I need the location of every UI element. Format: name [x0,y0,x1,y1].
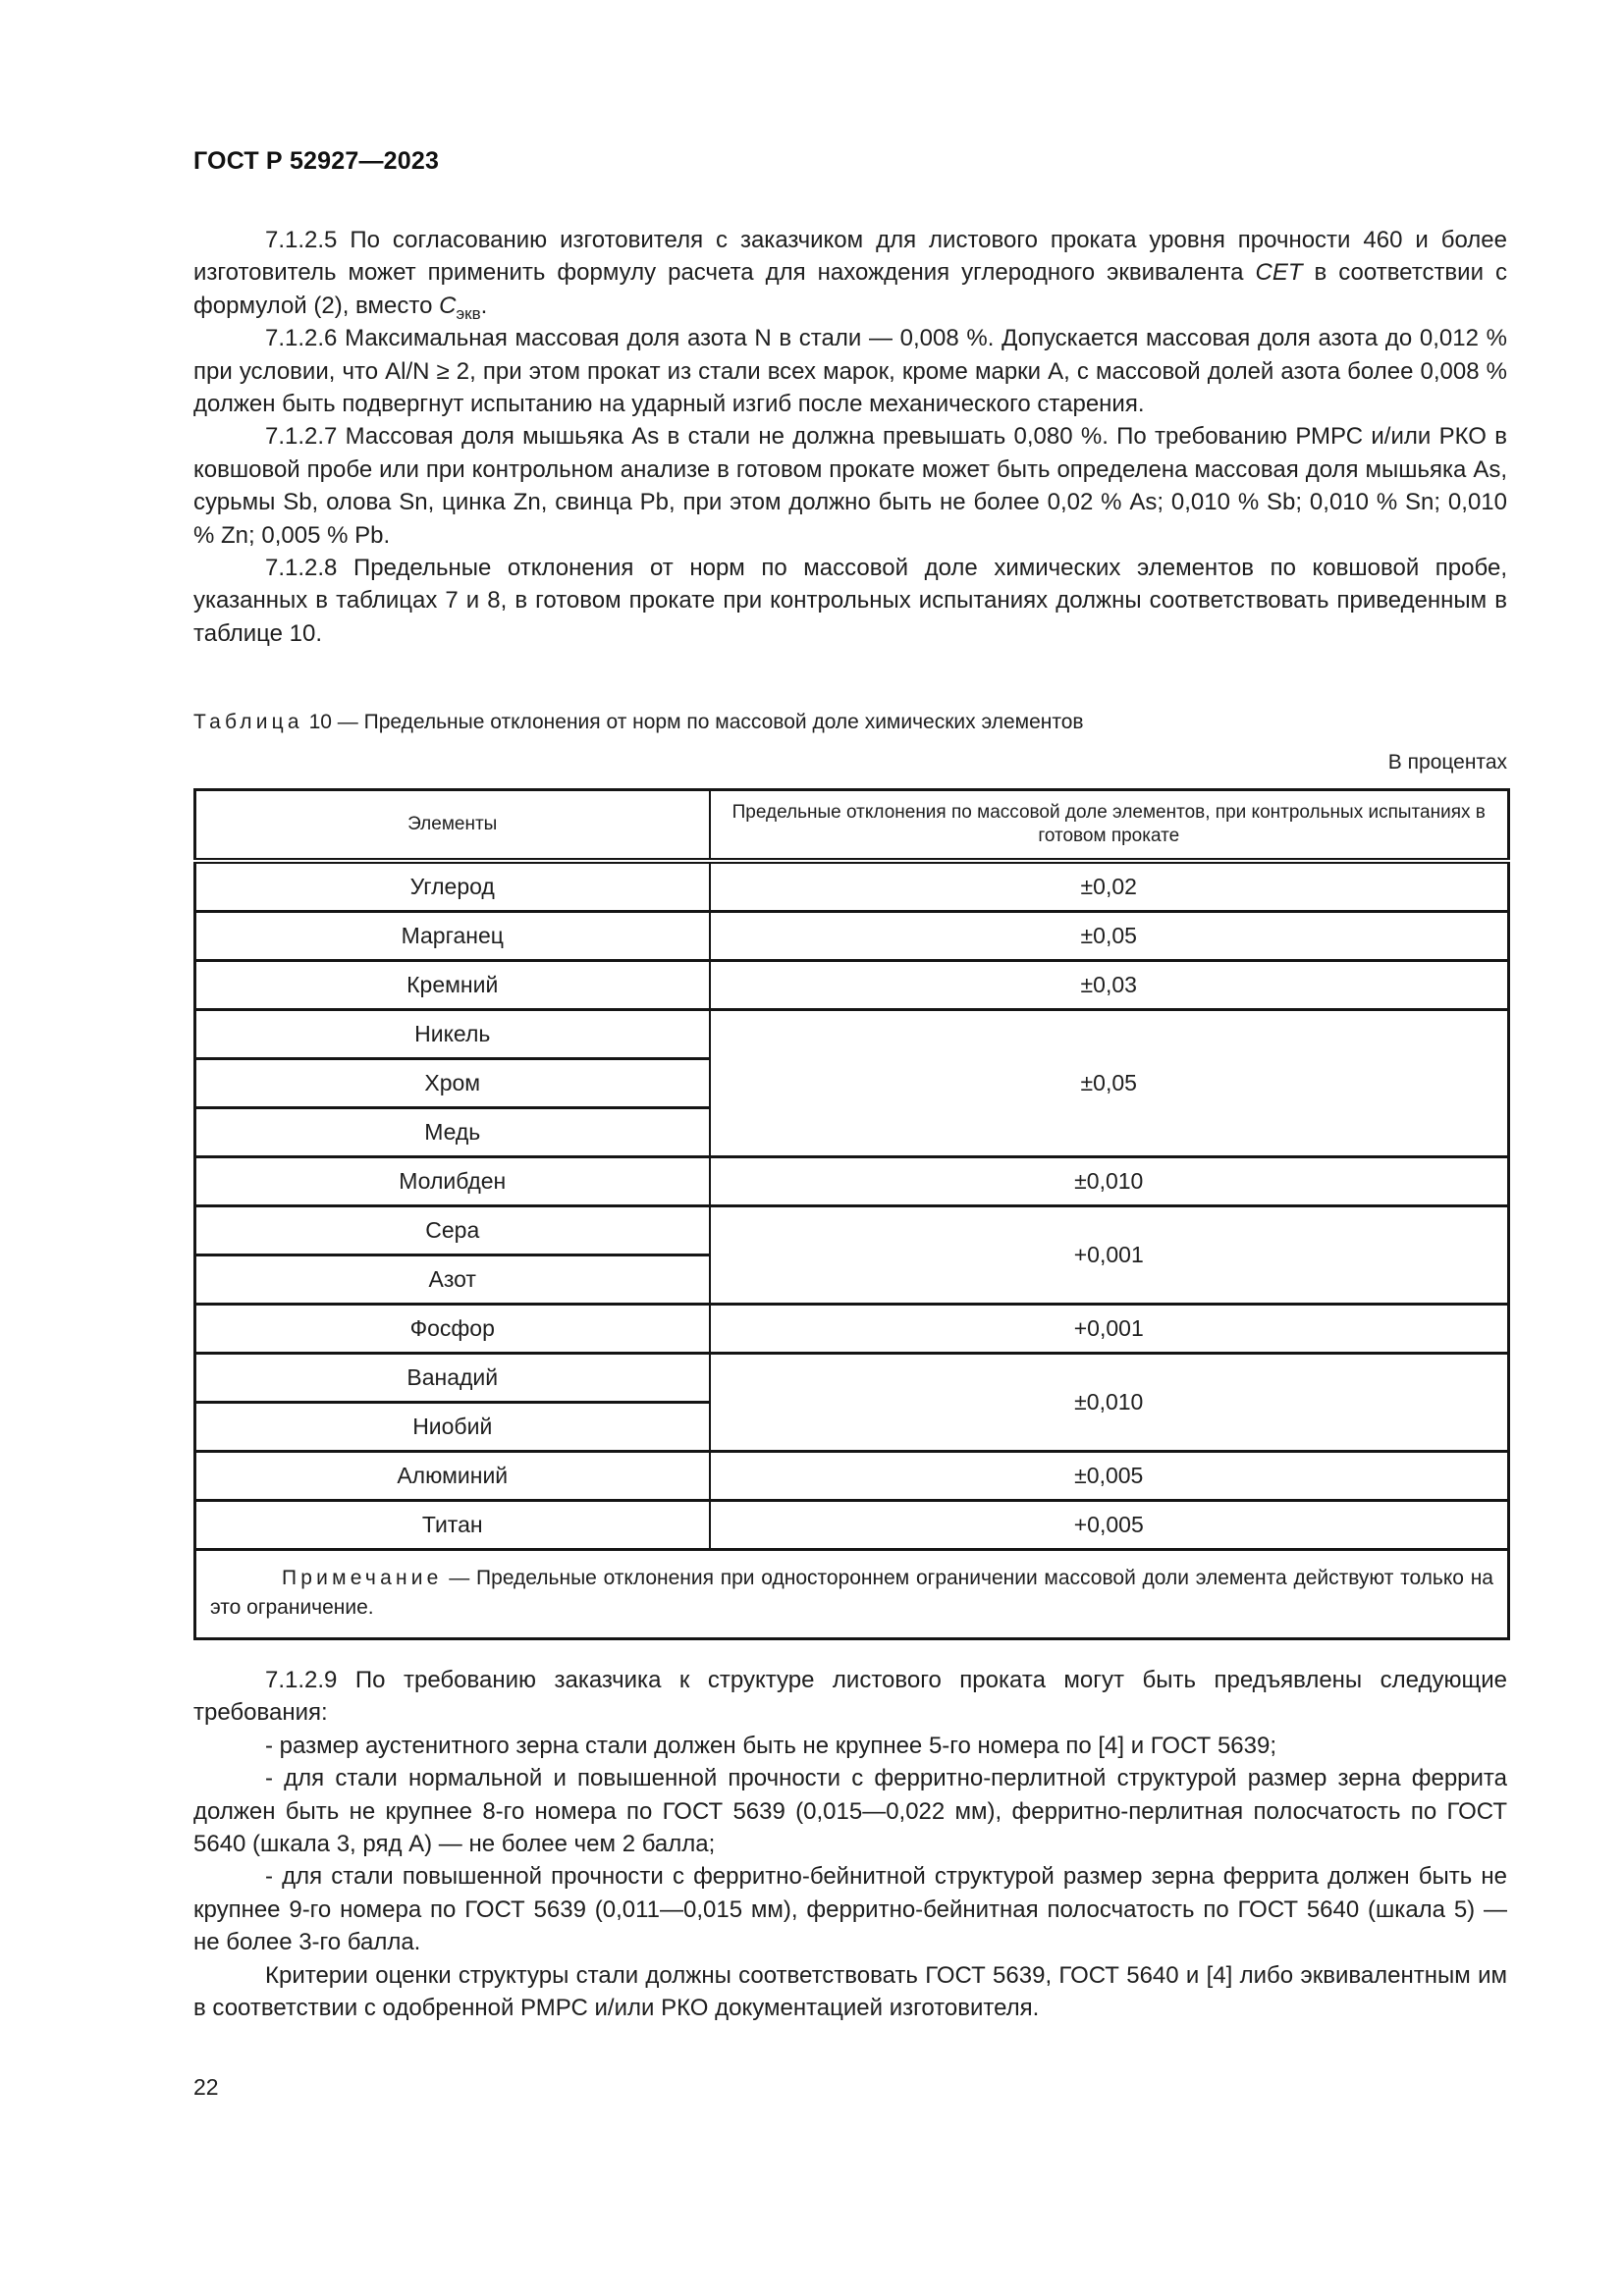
table-row [195,1452,1509,1501]
element-name-cell: Марганец [195,912,710,961]
deviation-value-cell: +0,001 [710,1206,1509,1305]
document-header-standard-id: ГОСТ Р 52927—2023 [193,147,440,175]
deviation-value-cell: +0,005 [710,1501,1509,1550]
paragraph-7-1-2-6: 7.1.2.6 Максимальная массовая доля азота N в стали — 0,008 %. Допускается массовая доля азота до 0,012 % при условии, что Al/N ≥ 2, при этом прокат из стали всех марок, кроме марки А, с массовой долей азота более 0,008 % должен быть подвергнут испытанию на ударный изгиб после механического старения. [193,325,1507,418]
element-name-cell: Титан [195,1501,710,1550]
element-name-cell: Молибден [195,1157,710,1206]
table-row [195,1010,1509,1059]
element-name-cell: Медь [195,1108,710,1157]
element-name-cell: Азот [195,1255,710,1305]
table-row [195,861,1509,912]
cet-symbol: CET [1255,259,1303,287]
element-name-cell: Фосфор [195,1305,710,1354]
paragraph-7-1-2-9: 7.1.2.9 По требованию заказчика к структуре листового проката могут быть предъявлены следующие требования: [193,1667,1507,1727]
table-note [195,1550,1509,1639]
deviation-value-cell: ±0,02 [710,861,1509,912]
table-note-row [195,1550,1509,1639]
deviation-value-cell: +0,001 [710,1305,1509,1354]
c-equivalent-subscript: экв [456,303,481,323]
deviation-value-cell: ±0,005 [710,1452,1509,1501]
paragraph-7-1-2-8: 7.1.2.8 Предельные отклонения от норм по массовой доле химических элементов по ковшовой пробе, указанных в таблицах 7 и 8, в готовом прокате при контрольных испытаниях должны соответствовать приведенным в таблице 10. [193,555,1507,647]
element-name-cell: Сера [195,1206,710,1255]
list-item-ferrite-bainite: - для стали повышенной прочности с ферритно-бейнитной структурой размер зерна феррита должен быть не крупнее 9-го номера по ГОСТ 5639 (0,011—0,015 мм), ферритно-бейнитная полосчатость по ГОСТ 5640 (шкала 5) — не более 3-го балла. [193,1863,1507,1956]
element-name-cell: Ванадий [195,1354,710,1403]
table-note-label: Примечание [282,1567,443,1589]
paragraph-tail: . [480,292,488,319]
list-item-ferrite-pearlite: - для стали нормальной и повышенной прочности с ферритно-перлитной структурой размер зерна феррита должен быть не крупнее 8-го номера по ГОСТ 5639 (0,015—0,022 мм), ферритно-перлитная полосчатость по ГОСТ 5640 (шкала 3, ряд А) — не более чем 2 балла; [193,1765,1507,1858]
table-row [195,1354,1509,1403]
element-name-cell: Алюминий [195,1452,710,1501]
table-units: В процентах [1387,751,1507,774]
table-10 [193,788,1507,1640]
deviation-value-cell: ±0,03 [710,961,1509,1010]
text-block-after-table [193,1664,1507,2024]
paragraph-text: в соответствии с формулой (2), вместо [193,259,1508,319]
table-row [195,912,1509,961]
table-caption-label: Таблица [193,711,303,733]
element-name-cell: Хром [195,1059,710,1108]
table-note-text [210,1564,1493,1623]
c-equivalent-symbol: C [439,292,457,319]
deviation-value-cell: ±0,010 [710,1354,1509,1452]
table-caption [193,711,1084,734]
table-row [195,1157,1509,1206]
paragraph-text: 7.1.2.5 По согласованию изготовителя с заказчиком для листового проката уровня прочности 460 и более изготовитель может применить формулу расчета для нахождения углеродного эквивалента [193,227,1507,287]
element-name-cell: Никель [195,1010,710,1059]
paragraph-7-1-2-7: 7.1.2.7 Массовая доля мышьяка As в стали не должна превышать 0,080 %. По требованию РМРС и/или РКО в ковшовой пробе или при контрольном анализе в готовом прокате может быть определена массовая доля мышьяка As, сурьмы Sb, олова Sn, цинка Zn, свинца Pb, при этом должно быть не более 0,02 % As; 0,010 % Sb; 0,010 % Sn; 0,010 % Zn; 0,005 % Pb. [193,423,1507,549]
table-row [195,961,1509,1010]
deviation-table [193,788,1510,1640]
text-block-before-table [193,224,1507,650]
table-header-row [195,790,1509,862]
deviation-value-cell: ±0,05 [710,912,1509,961]
paragraph-7-1-2-5 [193,224,1507,322]
list-item-austenite-grain: - размер аустенитного зерна стали должен быть не крупнее 5-го номера по [4] и ГОСТ 5639; [265,1732,1277,1759]
deviation-value-cell: ±0,010 [710,1157,1509,1206]
element-name-cell: Углерод [195,861,710,912]
deviation-value-cell: ±0,05 [710,1010,1509,1157]
paragraph-evaluation-criteria: Критерии оценки структуры стали должны соответствовать ГОСТ 5639, ГОСТ 5640 и [4] либо эквивалентным им в соответствии с одобренной РМРС и/или РКО документацией изготовителя. [193,1961,1507,2022]
element-name-cell: Ниобий [195,1403,710,1452]
table-note-body: — Предельные отклонения при одностороннем ограничении массовой доли элемента действуют только на это ограничение. [210,1567,1493,1619]
table-caption-text: 10 — Предельные отклонения от норм по массовой доле химических элементов [302,711,1084,733]
table-row [195,1206,1509,1255]
page-number: 22 [193,2074,219,2100]
table-row [195,1305,1509,1354]
table-row [195,1501,1509,1550]
column-header-elements: Элементы [195,790,710,862]
column-header-deviations: Предельные отклонения по массовой доле элементов, при контрольных испытаниях в готовом прокате [710,790,1509,862]
element-name-cell: Кремний [195,961,710,1010]
